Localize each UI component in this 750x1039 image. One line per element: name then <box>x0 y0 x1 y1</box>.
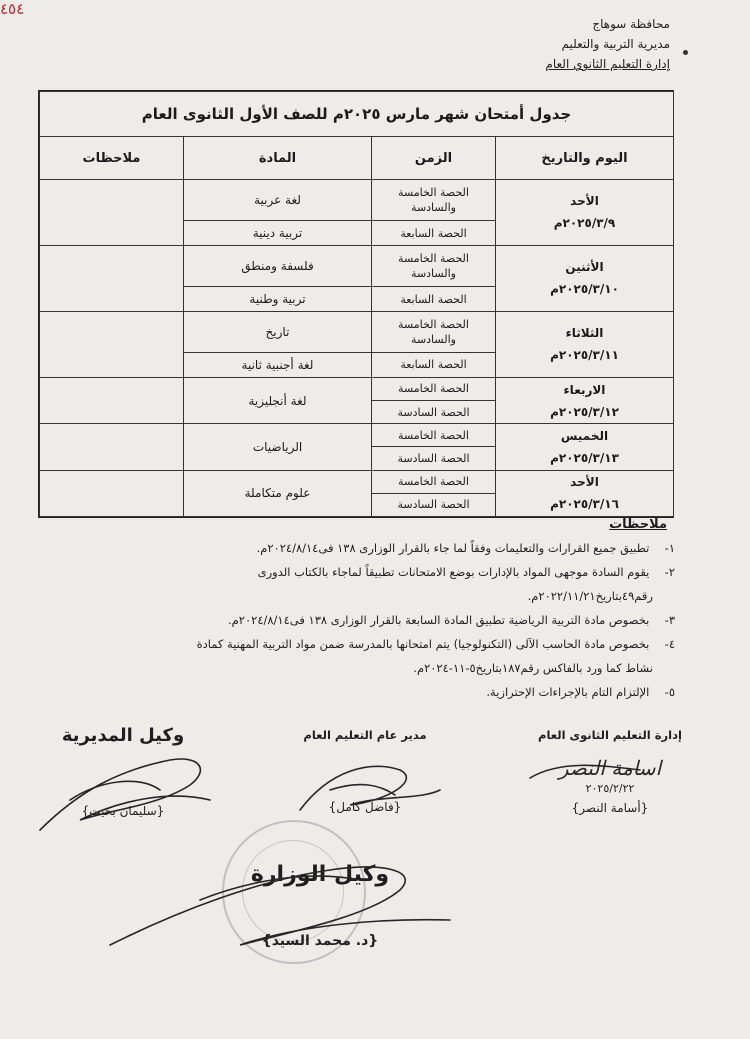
department-label: إدارة التعليم الثانوي العام <box>545 57 670 71</box>
note-number: ١- <box>664 541 675 555</box>
notes-cell <box>40 311 184 377</box>
signature-directorate-deputy <box>38 725 208 818</box>
table-row <box>40 377 674 400</box>
subject-cell: علوم متكاملة <box>184 470 372 516</box>
subject-cell: فلسفة ومنطق <box>184 245 372 286</box>
signature-title: مدير عام التعليم العام <box>303 728 427 742</box>
exam-date: ٢٠٢٥/٣/١٦م <box>550 497 619 512</box>
notes-cell <box>40 377 184 423</box>
period-cell: الحصة السابعة <box>372 353 496 378</box>
letterhead <box>370 14 670 74</box>
exam-date: ٢٠٢٥/٣/٩م <box>553 216 616 231</box>
note-text-continued: رقم٤٩بتاريخ٢٠٢٢/١١/٢١م. <box>527 589 653 603</box>
exam-date: ٢٠٢٥/٣/١٠م <box>550 282 619 297</box>
exam-date: ٢٠٢٥/٣/١٣م <box>550 450 619 465</box>
signatory-name: {سليمان بخيت} <box>81 804 165 818</box>
notes-cell <box>40 424 184 470</box>
day-date-cell <box>496 180 674 246</box>
note-item <box>35 560 675 608</box>
signature-ministry-deputy <box>205 862 435 949</box>
note-item <box>35 608 675 632</box>
day-date-cell <box>496 245 674 311</box>
directorate-label: مديرية التربية والتعليم <box>561 37 670 51</box>
table-row <box>40 470 674 493</box>
signature-general-director <box>265 728 465 814</box>
exam-date: ٢٠٢٥/٣/١٢م <box>550 404 619 419</box>
note-text: تطبيق جميع القرارات والتعليمات وفقاً لما جاء بالقرار الوزارى ١٣٨ فى٢٠٢٤/٨/١٤م. <box>256 541 650 555</box>
signature-general-secondary <box>510 728 710 815</box>
note-text-continued: نشاط كما ورد بالفاكس رقم١٨٧بتاريخ٥-١١-٢٠٢٤م. <box>413 661 653 675</box>
note-text: بخصوص مادة الحاسب الآلى (التكنولوجيا) يتم امتحانها بالمدرسة ضمن مواد التربية المهنية كمادة <box>196 637 650 651</box>
note-number: ٤- <box>664 637 675 651</box>
note-text: بخصوص مادة التربية الرياضية تطبيق المادة السابعة بالقرار الوزارى ١٣٨ فى٢٠٢٤/٨/١٤م. <box>228 613 650 627</box>
subject-cell: الرياضيات <box>184 424 372 470</box>
day-name: الاربعاء <box>563 382 606 397</box>
table-row <box>40 180 674 221</box>
day-date-cell <box>496 311 674 377</box>
period-cell: الحصة الخامسة <box>372 424 496 447</box>
period-cell: الحصة الخامسة <box>372 470 496 493</box>
signatory-name: {د. محمد السيد} <box>261 933 379 949</box>
day-date-cell <box>496 377 674 423</box>
column-header-subject: المادة <box>184 137 372 180</box>
day-name: الثلاثاء <box>565 326 604 341</box>
period-cell: الحصة السابعة <box>372 221 496 246</box>
period-cell: الحصة الخامسة <box>372 377 496 400</box>
bullet-dot <box>683 50 688 55</box>
note-number: ٣- <box>664 613 675 627</box>
subject-cell: تربية وطنية <box>184 287 372 312</box>
day-name: الأثنين <box>565 260 604 275</box>
exam-schedule-table <box>38 90 674 518</box>
period-cell: الحصة السادسة <box>372 447 496 470</box>
signature-title: إدارة التعليم الثانوى العام <box>538 728 682 742</box>
note-number: ٥- <box>664 685 675 699</box>
table-row <box>40 311 674 352</box>
day-date-cell <box>496 424 674 470</box>
period-cell: الحصة السابعة <box>372 287 496 312</box>
subject-cell: تربية دينية <box>184 221 372 246</box>
subject-cell: لغة أنجليزية <box>184 377 372 423</box>
note-item <box>35 536 675 560</box>
signature-title: وكيل المديرية <box>61 725 185 746</box>
governorate-label: محافظة سوهاج <box>592 17 670 31</box>
subject-cell: لغة أجنبية ثانية <box>184 353 372 378</box>
note-text: يقوم السادة موجهى المواد بالإدارات بوضع الامتحانات تطبيقاً لماجاء بالكتاب الدورى <box>257 565 650 579</box>
column-header-day-date: اليوم والتاريخ <box>496 137 674 180</box>
table-row <box>40 245 674 286</box>
period-cell: الحصة الخامسة والسادسة <box>372 245 496 286</box>
notes-cell <box>40 470 184 516</box>
table-title: جدول أمتحان شهر مارس ٢٠٢٥م للصف الأول الثانوى العام <box>40 92 674 137</box>
note-item <box>35 632 675 680</box>
day-name: الأحد <box>570 475 599 490</box>
period-cell: الحصة الخامسة والسادسة <box>372 311 496 352</box>
corner-handwritten-mark: ٤٥٤ <box>0 0 25 18</box>
signatory-name: {أسامة النصر} <box>571 801 649 815</box>
period-cell: الحصة السادسة <box>372 493 496 516</box>
notes-cell <box>40 245 184 311</box>
note-item <box>35 680 675 704</box>
subject-cell: تاريخ <box>184 311 372 352</box>
handwritten-date: ٢٠٢٥/٢/٢٢ <box>585 782 635 795</box>
period-cell: الحصة الخامسة والسادسة <box>372 180 496 221</box>
signatory-name: {فاضل كامل} <box>328 800 402 814</box>
day-name: الخميس <box>560 428 609 443</box>
signature-title: وكيل الوزارة <box>250 862 390 887</box>
notes-cell <box>40 180 184 246</box>
period-cell: الحصة السادسة <box>372 401 496 424</box>
day-date-cell <box>496 470 674 516</box>
note-text: الإلتزام التام بالإجراءات الإحترازية. <box>486 685 650 699</box>
notes-section <box>35 517 675 704</box>
handwritten-signature: اسامة النصر <box>558 756 662 780</box>
subject-cell: لغة عربية <box>184 180 372 221</box>
table-row <box>40 424 674 447</box>
exam-date: ٢٠٢٥/٣/١١م <box>550 348 619 363</box>
notes-title: ملاحظات <box>609 517 667 532</box>
day-name: الأحد <box>570 194 599 209</box>
note-number: ٢- <box>664 565 675 579</box>
column-header-notes: ملاحظات <box>40 137 184 180</box>
column-header-time: الزمن <box>372 137 496 180</box>
